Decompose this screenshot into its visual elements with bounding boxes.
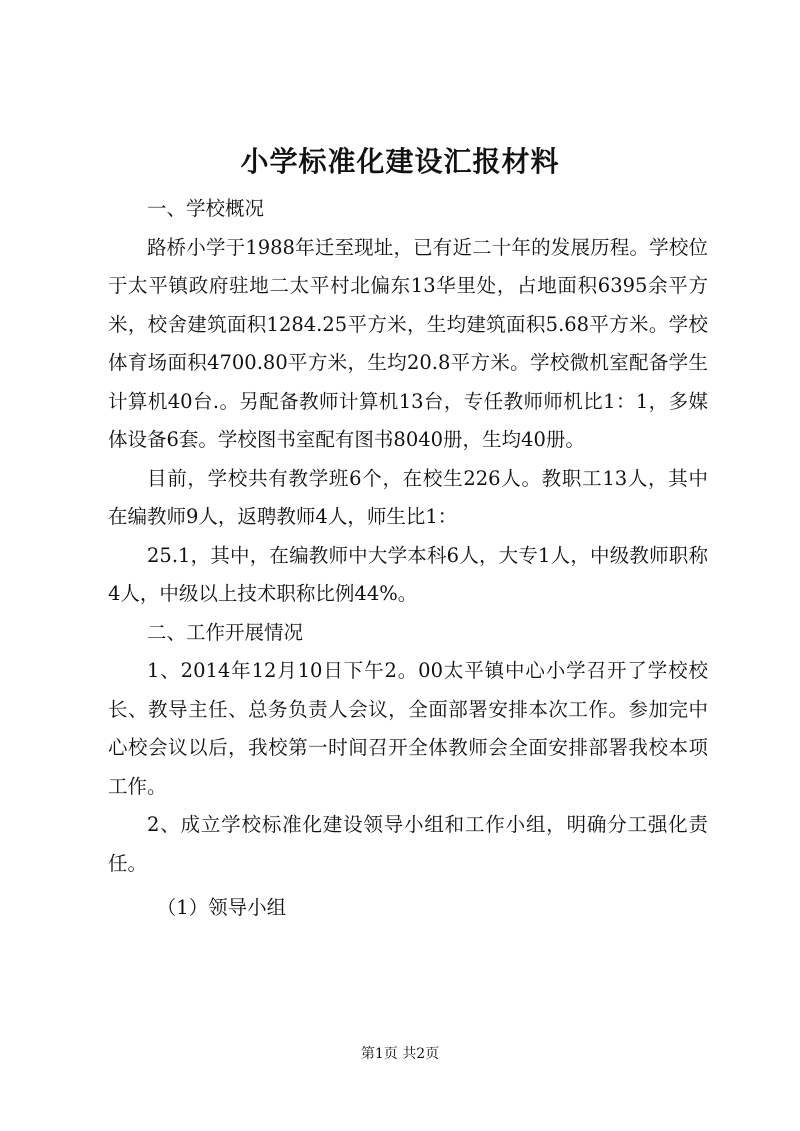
paragraph-staff-ratio: 25.1，其中，在编教师中大学本科6人，大专1人，中级教师职称4人，中级以上技术职称比例44%。 (108, 543, 708, 605)
paragraph-work-item-2: 2、成立学校标准化建设领导小组和工作小组，明确分工强化责任。 (108, 813, 708, 875)
paragraph-work-item-1: 1、2014年12月10日下午2。00太平镇中心小学召开了学校校长、教导主任、总务负责人会议，全面部署安排本次工作。参加完中心校会议以后，我校第一时间召开全体教师会全面安排部署我校本项工作。 (108, 659, 708, 798)
section-heading-work: 二、工作开展情况 (147, 620, 304, 644)
document-title: 小学标准化建设汇报材料 (240, 145, 560, 178)
section-heading-overview: 一、学校概况 (147, 197, 265, 220)
subheading-leadership-group: （1）领导小组 (156, 896, 287, 919)
paragraph-staff-overview: 目前，学校共有教学班6个，在校生226人。教职工13人，其中在编教师9人，返聘教师4人，师生比1： (108, 466, 708, 528)
document-body (108, 190, 708, 928)
page-number: 第1页 共2页 (360, 1046, 440, 1062)
paragraph-school-overview: 路桥小学于1988年迁至现址，已有近二十年的发展历程。学校位于太平镇政府驻地二太平村北偏东13华里处，占地面积6395余平方米，校舍建筑面积1284.25平方米，生均建筑面积5.68平方米。学校体育场面积4700.80平方米，生均20.8平方米。学校微机室配备学生计算机40台.。另配备教师计算机13台，专任教师师机比1：1，多媒体设备6套。学校图书室配有图书8040册，生均40册。 (108, 235, 708, 451)
